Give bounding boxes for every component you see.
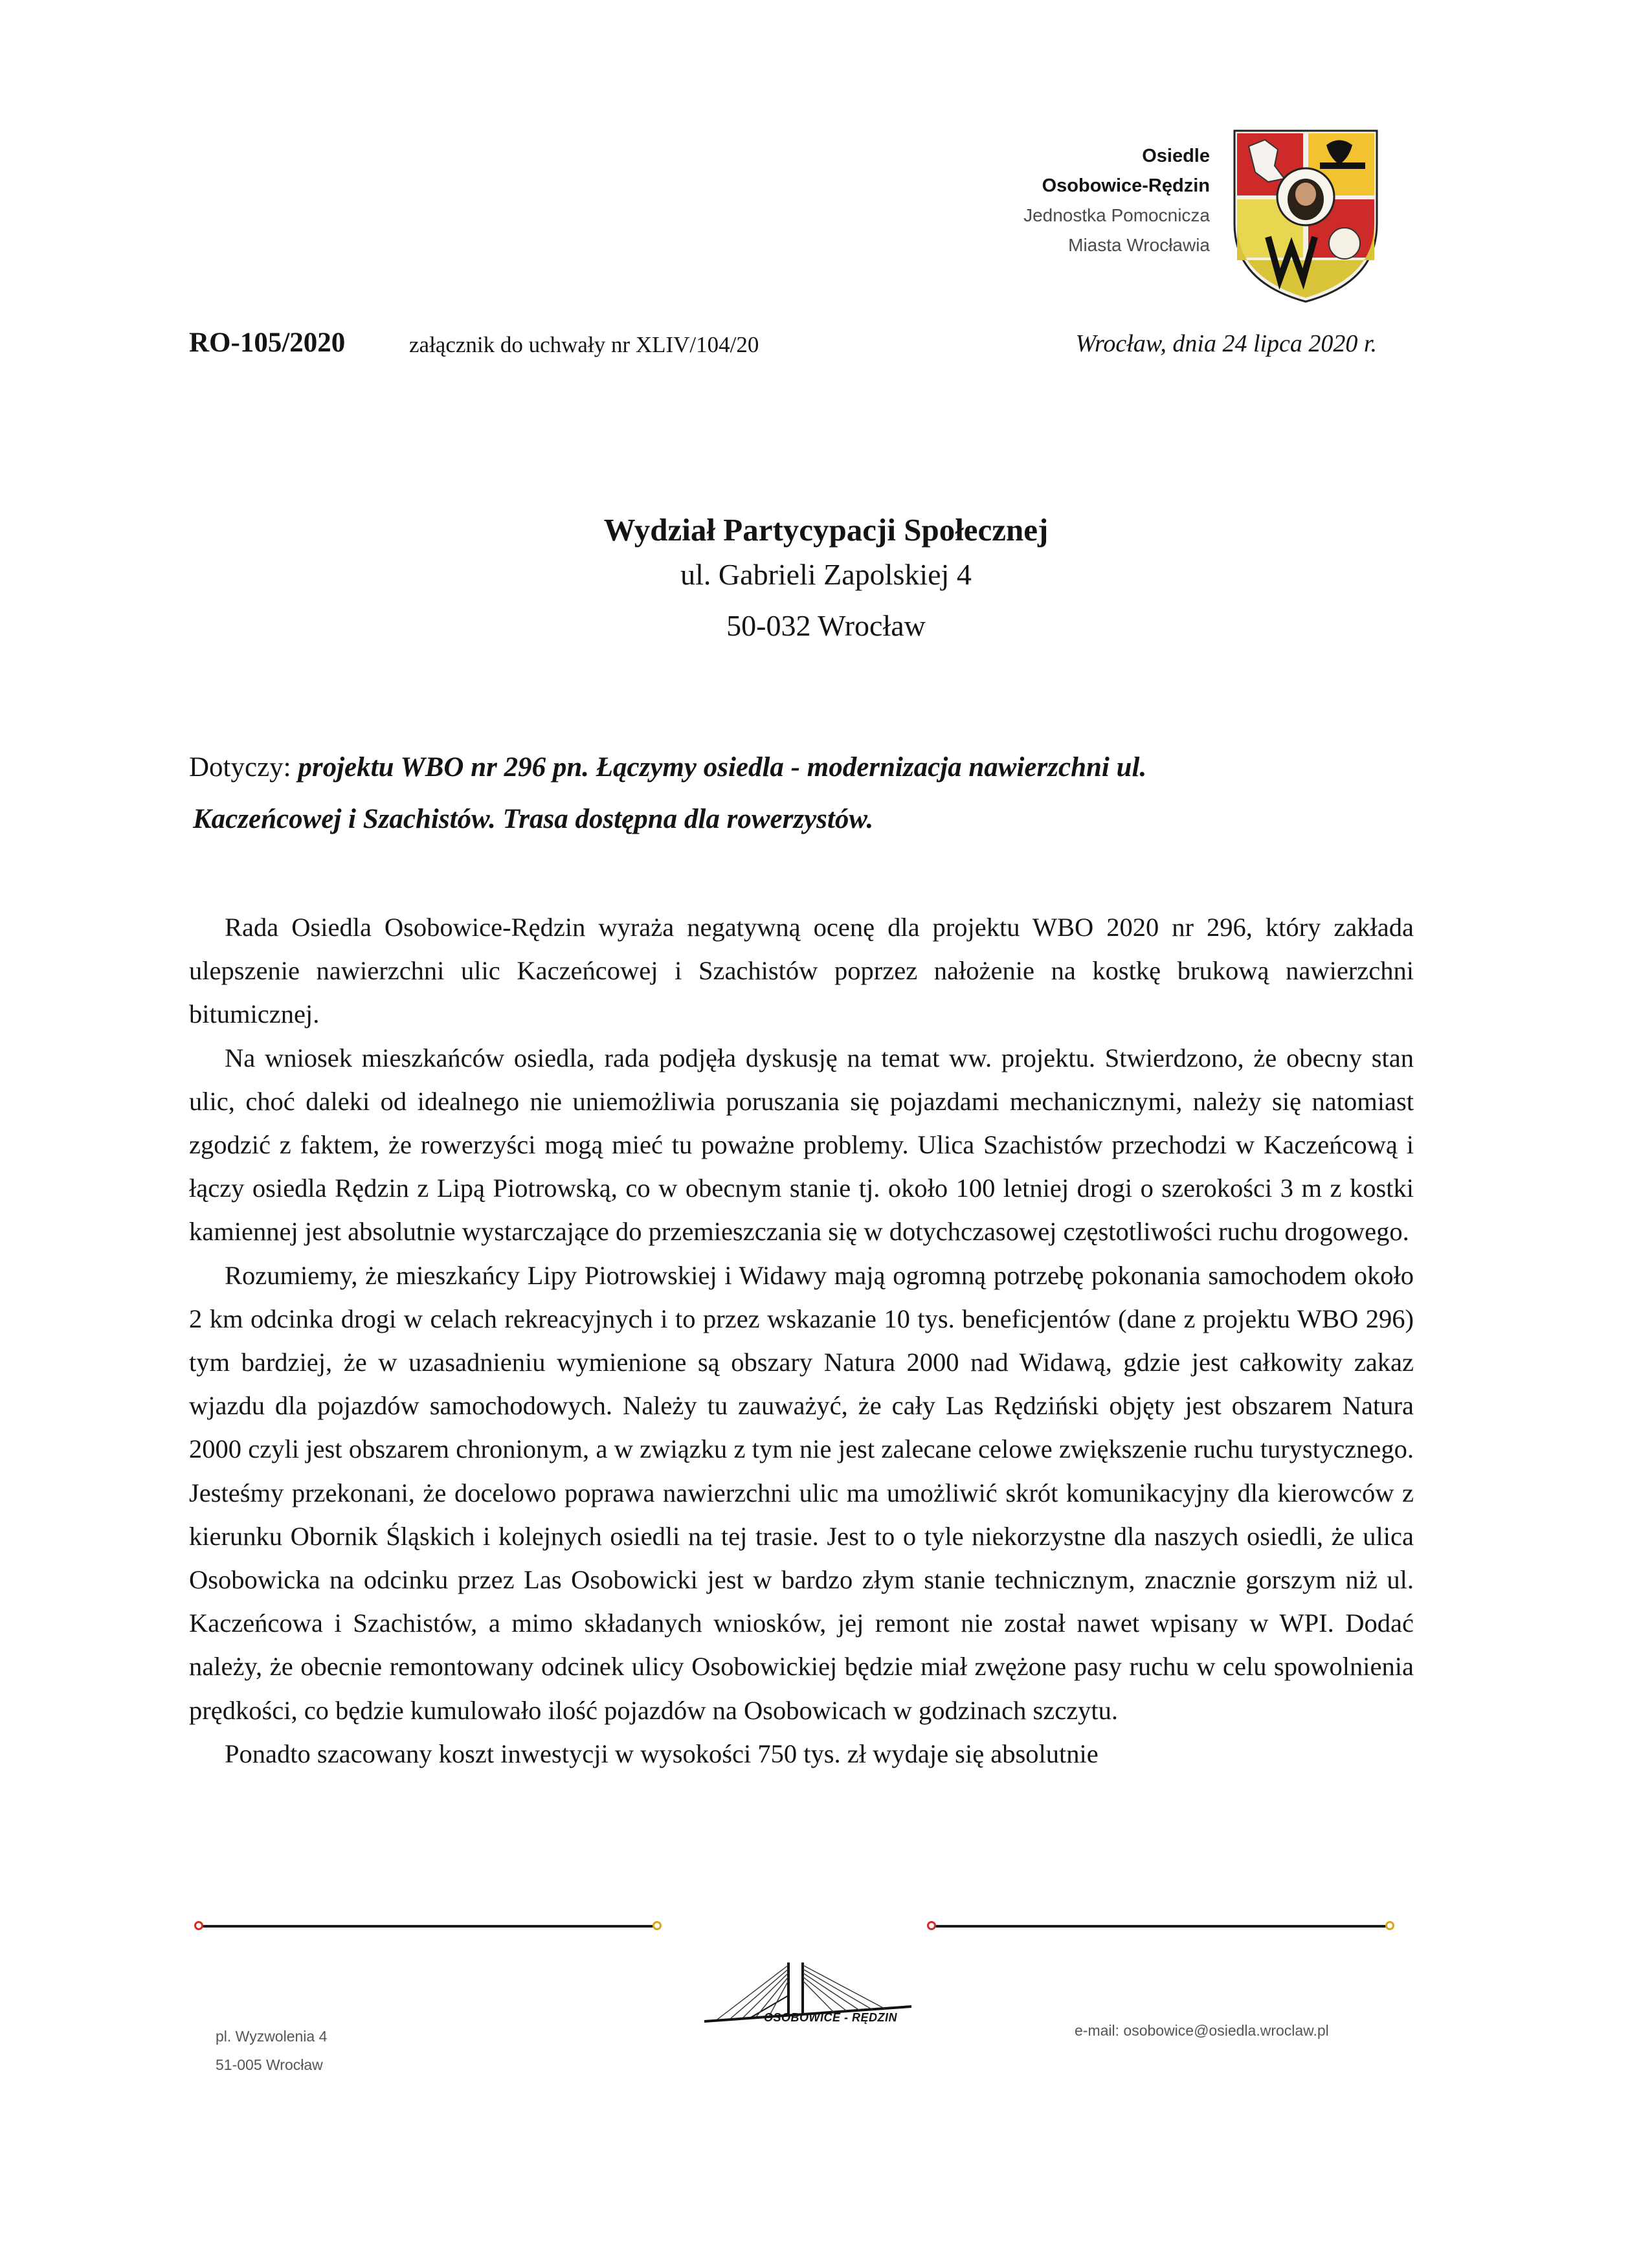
addressee-city: 50-032 Wrocław [726,609,926,642]
footer-divider-left [198,1925,656,1928]
letter-body [189,906,1414,1775]
footer-address-line1: pl. Wyzwolenia 4 [216,2028,328,2045]
org-name-line2: Osobowice-Rędzin [1042,175,1210,196]
paragraph-1: Rada Osiedla Osobowice-Rędzin wyraża negatywną ocenę dla projektu WBO 2020 nr 296, który zakłada ulepszenie nawierzchni ulic Kaczeńcowej i Szachistów poprzez nałożenie na kostkę brukową nawierzchni bitumicznej. [189,913,1414,1029]
organization-block [1023,141,1210,260]
paragraph-2: Na wniosek mieszkańców osiedla, rada podjęła dyskusję na temat ww. projektu. Stwierdzono, że obecny stan ulic, choć daleki od idealnego nie uniemożliwia poruszania się pojazdami mechanicznymi, należy się natomiast zgodzić z faktem, że rowerzyści mogą mieć tu poważne problemy. Ulica Szachistów przechodzi w Kaczeńcową i łączy osiedla Rędzin z Lipą Piotrowską, co w obecnym stanie tj. około 100 letniej drogi o szerokości 3 m z kostki kamiennej jest absolutnie wystarczające do przemieszczania się w dotychczasowej częstotliwości ruchu drogowego. [189,1043,1414,1247]
document-date: Wrocław, dnia 24 lipca 2020 r. [1075,330,1377,357]
subject-label: Dotyczy: [189,752,291,783]
footer-dot-icon [1385,1921,1394,1930]
footer-address-line2: 51-005 Wrocław [216,2056,323,2073]
footer-address [216,2022,327,2079]
document-number: RO-105/2020 [189,328,346,358]
subject-text-line2: Kaczeńcowej i Szachistów. Trasa dostępna dla rowerzystów. [193,804,874,834]
addressee-name: Wydział Partycypacji Społecznej [603,512,1049,548]
footer-dot-icon [927,1921,936,1930]
org-type-line: Jednostka Pomocnicza [1023,205,1210,225]
org-name-line1: Osiedle [1142,146,1210,166]
reference-line [189,327,1377,366]
addressee-street: ul. Gabrieli Zapolskiej 4 [680,558,972,591]
subject-text-line1: projektu WBO nr 296 pn. Łączymy osiedla - modernizacja nawierzchni ul. [298,752,1147,783]
subject-block [189,742,1377,845]
footer-dot-icon [194,1921,203,1930]
footer-email: e-mail: osobowice@osiedla.wroclaw.pl [1075,2022,1329,2039]
footer-divider-right [931,1925,1389,1928]
paragraph-4: Ponadto szacowany koszt inwestycji w wysokości 750 tys. zł wydaje się absolutnie [225,1739,1099,1768]
footer-logo-text: OSOBOWICE - RĘDZIN [764,2011,897,2024]
coat-of-arms-wroclaw-icon [1229,127,1382,306]
org-city-line: Miasta Wrocławia [1068,235,1210,255]
footer-dot-icon [653,1921,662,1930]
paragraph-3: Rozumiemy, że mieszkańcy Lipy Piotrowskiej i Widawy mają ogromną potrzebę pokonania samochodem około 2 km odcinka drogi w celach rekreacyjnych i to przez wskazanie 10 tys. beneficjentów (dane z projektu WBO 296) tym bardziej, że w uzasadnieniu wymienione są obszary Natura 2000 nad Widawą, gdzie jest całkowity zakaz wjazdu dla pojazdów samochodowych. Należy tu zauważyć, że cały Las Rędziński objęty jest obszarem Natura 2000 czyli jest obszarem chronionym, a w związku z tym nie jest zalecane celowe zwiększenie ruchu turystycznego. Jesteśmy przekonani, że docelowo poprawa nawierzchni ulic ma umożliwić skrót komunikacyjny dla kierowców z kierunku Obornik Śląskich i kolejnych osiedli na tej trasie. Jest to o tyle niekorzystne dla naszych osiedli, że ulica Osobowicka na odcinku przez Las Osobowicki jest w bardzo złym stanie technicznym, znacznie gorszym niż ul. Kaczeńcowa i Szachistów, a mimo składanych wniosków, jej remont nie został nawet wpisany w WPI. Dodać należy, że obecnie remontowany odcinek ulicy Osobowickiej będzie miał zwężone pasy ruchu w celu spowolnienia prędkości, co będzie kumulowało ilość pojazdów na Osobowicach w godzinach szczytu. [189,1260,1414,1725]
attachment-note: załącznik do uchwały nr XLIV/104/20 [409,332,759,357]
